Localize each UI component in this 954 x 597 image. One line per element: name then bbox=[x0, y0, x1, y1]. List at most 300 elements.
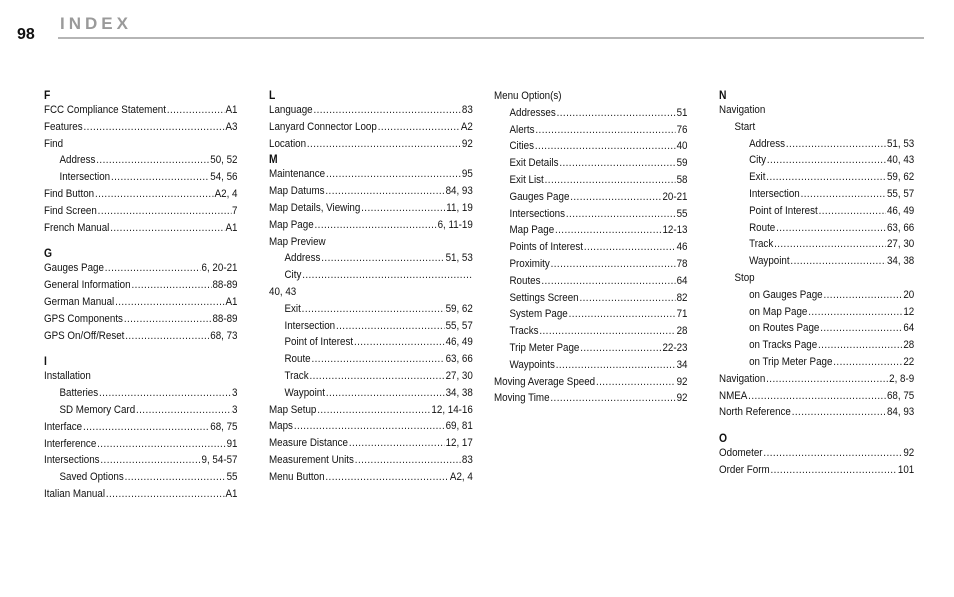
dot-leader bbox=[545, 172, 676, 189]
index-term: Address bbox=[749, 137, 786, 150]
page-reference: A2, 4 bbox=[214, 187, 238, 200]
page-reference: 101 bbox=[897, 463, 915, 476]
index-term: Address bbox=[284, 252, 321, 265]
dot-leader bbox=[766, 169, 886, 186]
heading-divider bbox=[58, 37, 924, 39]
dot-leader bbox=[808, 304, 902, 321]
index-term: Exit bbox=[749, 171, 766, 184]
index-term: General Information bbox=[44, 279, 131, 292]
index-subentry bbox=[719, 320, 914, 337]
index-column-3 bbox=[494, 88, 688, 407]
index-term: Exit bbox=[284, 302, 301, 315]
index-term: Stop bbox=[734, 271, 755, 284]
index-term: on Tracks Page bbox=[749, 339, 818, 352]
index-continuation: 40, 43 bbox=[269, 285, 297, 298]
page-reference: 9, 54-57 bbox=[201, 454, 238, 467]
page-reference: 2, 8-9 bbox=[889, 372, 915, 385]
page-reference: 63, 66 bbox=[886, 221, 915, 234]
index-entry bbox=[269, 452, 473, 469]
index-subentry bbox=[269, 351, 473, 368]
index-entry bbox=[719, 102, 914, 119]
page-reference: 58 bbox=[676, 173, 688, 186]
page-reference: 82 bbox=[676, 291, 688, 304]
index-term: Waypoint bbox=[749, 255, 790, 268]
dot-leader bbox=[125, 469, 226, 486]
index-term: Italian Manual bbox=[44, 487, 105, 500]
dot-leader bbox=[551, 256, 676, 273]
index-subentry bbox=[494, 357, 688, 374]
page-reference: 55, 57 bbox=[445, 319, 473, 332]
dot-leader bbox=[550, 390, 675, 407]
dot-leader bbox=[354, 334, 445, 351]
page-reference: 71 bbox=[676, 308, 688, 321]
index-term: System Page bbox=[509, 308, 568, 321]
dot-leader bbox=[136, 402, 231, 419]
dot-leader bbox=[786, 136, 886, 153]
index-term: Installation bbox=[44, 370, 91, 383]
index-entry bbox=[719, 371, 914, 388]
index-subentry bbox=[269, 368, 473, 385]
page-reference: A1 bbox=[225, 221, 238, 234]
page-reference: 88-89 bbox=[212, 312, 238, 325]
page-reference: 88-89 bbox=[212, 279, 238, 292]
index-entry bbox=[44, 436, 238, 453]
dot-leader bbox=[774, 236, 886, 253]
section-letter: L bbox=[269, 88, 276, 102]
index-term: GPS On/Off/Reset bbox=[44, 329, 125, 342]
index-subentry bbox=[719, 186, 914, 203]
index-subentry bbox=[494, 222, 688, 239]
page-reference: 68, 75 bbox=[210, 420, 238, 433]
index-subentry bbox=[719, 169, 914, 186]
index-term: Address bbox=[59, 154, 96, 167]
page-reference: 68, 75 bbox=[886, 389, 915, 402]
index-term: Settings Screen bbox=[509, 291, 579, 304]
dot-leader bbox=[326, 166, 461, 183]
index-term: on Map Page bbox=[749, 305, 808, 318]
index-term: Route bbox=[284, 353, 311, 366]
index-term: Language bbox=[269, 104, 313, 116]
index-column-1 bbox=[44, 88, 238, 503]
index-entry bbox=[44, 203, 238, 220]
index-term: Waypoints bbox=[509, 358, 555, 371]
index-subentry bbox=[719, 287, 914, 304]
dot-leader bbox=[98, 203, 232, 220]
index-subentry bbox=[494, 172, 688, 189]
index-entry bbox=[44, 136, 238, 153]
index-subentry bbox=[494, 290, 688, 307]
index-term: Find bbox=[44, 137, 64, 150]
dot-leader bbox=[326, 385, 445, 402]
index-term: French Manual bbox=[44, 221, 110, 234]
index-term: Tracks bbox=[509, 325, 539, 338]
index-subentry bbox=[494, 189, 688, 206]
page-reference: 55, 57 bbox=[886, 187, 915, 200]
section-letter: N bbox=[719, 88, 727, 102]
dot-leader bbox=[311, 351, 444, 368]
dot-leader bbox=[321, 250, 444, 267]
dot-leader bbox=[124, 311, 212, 328]
index-term: on Trip Meter Page bbox=[749, 355, 833, 368]
page-reference: 51, 53 bbox=[445, 252, 473, 265]
page-reference: 46 bbox=[676, 241, 688, 254]
page-reference: A1 bbox=[225, 104, 238, 116]
index-subentry bbox=[269, 250, 473, 267]
index-entry bbox=[44, 277, 238, 294]
dot-leader bbox=[818, 337, 902, 354]
index-subentry bbox=[719, 337, 914, 354]
dot-leader bbox=[315, 217, 437, 234]
index-subentry bbox=[44, 402, 238, 419]
index-term: Find Button bbox=[44, 187, 95, 200]
index-subentry bbox=[494, 206, 688, 223]
page-reference: 34, 38 bbox=[445, 386, 473, 399]
index-subentry bbox=[719, 220, 914, 237]
index-entry bbox=[44, 186, 238, 203]
index-term: Location bbox=[269, 137, 307, 150]
page-reference: 50, 52 bbox=[210, 154, 238, 167]
index-entry bbox=[269, 200, 473, 217]
dot-leader bbox=[309, 368, 444, 385]
index-term: NMEA bbox=[719, 389, 748, 402]
page-reference: A2, 4 bbox=[449, 470, 473, 483]
index-entry bbox=[44, 328, 238, 345]
page-reference: 83 bbox=[461, 104, 473, 116]
dot-leader bbox=[307, 136, 461, 153]
page-reference: 6, 11-19 bbox=[437, 218, 473, 231]
index-subentry bbox=[494, 306, 688, 323]
page-reference: 22-23 bbox=[662, 341, 688, 354]
index-entry bbox=[719, 462, 914, 479]
index-term: Intersection bbox=[284, 319, 336, 332]
page-reference: 12 bbox=[903, 305, 915, 318]
index-entry bbox=[269, 217, 473, 234]
index-term: Order Form bbox=[719, 463, 770, 476]
dot-leader bbox=[763, 445, 902, 462]
index-subentry bbox=[719, 236, 914, 253]
index-term: Addresses bbox=[509, 106, 556, 119]
index-entry bbox=[494, 374, 688, 391]
index-term: Waypoint bbox=[284, 386, 325, 399]
dot-leader bbox=[167, 102, 225, 119]
dot-leader bbox=[569, 306, 676, 323]
index-term: Features bbox=[44, 120, 83, 133]
page-reference: 46, 49 bbox=[886, 204, 915, 217]
index-subentry bbox=[44, 385, 238, 402]
page-reference: 55 bbox=[226, 471, 238, 484]
page-reference: 91 bbox=[226, 437, 238, 450]
index-subentry bbox=[494, 340, 688, 357]
dot-leader bbox=[355, 452, 461, 469]
dot-leader bbox=[313, 102, 461, 119]
dot-leader bbox=[539, 323, 675, 340]
page-reference: 64 bbox=[676, 274, 688, 287]
dot-leader bbox=[325, 183, 444, 200]
page-reference: 46, 49 bbox=[445, 336, 473, 349]
page-reference: 7 bbox=[232, 204, 238, 217]
dot-leader bbox=[566, 206, 676, 223]
dot-leader bbox=[556, 357, 676, 374]
index-term: Map Page bbox=[509, 224, 555, 237]
page-reference: 22 bbox=[903, 355, 915, 368]
page-reference: 68, 73 bbox=[210, 329, 238, 342]
index-subentry bbox=[494, 273, 688, 290]
dot-leader bbox=[790, 253, 886, 270]
index-term: Trip Meter Page bbox=[509, 341, 580, 354]
index-term: Intersections bbox=[44, 454, 100, 467]
index-term: City bbox=[749, 154, 766, 167]
index-entry bbox=[719, 404, 914, 421]
section-letter: O bbox=[719, 431, 728, 446]
page-reference: 92 bbox=[676, 392, 688, 405]
index-term: Navigation bbox=[719, 104, 766, 116]
page-title: INDEX bbox=[60, 14, 132, 33]
index-term: German Manual bbox=[44, 295, 115, 308]
index-subentry bbox=[719, 203, 914, 220]
dot-leader bbox=[100, 452, 200, 469]
page-reference: 76 bbox=[676, 123, 688, 136]
index-entry bbox=[269, 402, 473, 419]
index-term: Menu Option(s) bbox=[494, 90, 562, 102]
dot-leader bbox=[823, 287, 902, 304]
dot-leader bbox=[535, 122, 675, 139]
page-reference: 84, 93 bbox=[886, 406, 915, 419]
page-number: 98 bbox=[17, 26, 35, 43]
index-term: Interface bbox=[44, 420, 83, 433]
page-reference: 3 bbox=[232, 403, 238, 416]
dot-leader bbox=[83, 419, 209, 436]
index-subentry bbox=[494, 256, 688, 273]
index-term: GPS Components bbox=[44, 312, 123, 325]
dot-leader bbox=[820, 320, 902, 337]
index-term: Exit Details bbox=[509, 157, 559, 170]
index-entry bbox=[269, 469, 473, 486]
index-entry bbox=[269, 102, 473, 119]
dot-leader bbox=[115, 294, 225, 311]
index-subentry bbox=[719, 152, 914, 169]
index-subentry bbox=[269, 334, 473, 351]
dot-leader bbox=[110, 220, 224, 237]
page-reference: 59, 62 bbox=[886, 171, 915, 184]
index-entry bbox=[494, 390, 688, 407]
index-term: Point of Interest bbox=[749, 204, 818, 217]
page-reference: 84, 93 bbox=[445, 185, 473, 198]
index-term: Find Screen bbox=[44, 204, 97, 217]
page-reference: 95 bbox=[461, 168, 473, 181]
page-reference: 28 bbox=[676, 325, 688, 338]
index-entry bbox=[44, 486, 238, 503]
dot-leader bbox=[99, 385, 231, 402]
index-term: Points of Interest bbox=[509, 241, 583, 254]
page-reference: 11, 19 bbox=[446, 201, 473, 214]
index-subentry bbox=[719, 136, 914, 153]
dot-leader bbox=[596, 374, 676, 391]
index-subentry bbox=[719, 270, 914, 287]
dot-leader bbox=[580, 340, 661, 357]
dot-leader bbox=[96, 152, 209, 169]
page-reference: 92 bbox=[903, 447, 915, 460]
page-reference: 64 bbox=[903, 322, 915, 335]
dot-leader bbox=[349, 435, 445, 452]
page-reference: 55 bbox=[676, 207, 688, 220]
page-reference: 20-21 bbox=[662, 190, 688, 203]
index-subentry bbox=[719, 304, 914, 321]
dot-leader bbox=[559, 155, 675, 172]
page-reference: 12, 17 bbox=[445, 437, 473, 450]
page-reference: 20 bbox=[903, 288, 915, 301]
dot-leader bbox=[776, 220, 886, 237]
index-term: Map Page bbox=[269, 218, 314, 231]
index-term: SD Memory Card bbox=[59, 403, 136, 416]
dot-leader bbox=[294, 418, 445, 435]
index-subentry bbox=[44, 169, 238, 186]
index-term: Point of Interest bbox=[284, 336, 354, 349]
index-subentry bbox=[494, 122, 688, 139]
index-term: Measurement Units bbox=[269, 453, 354, 466]
index-term: City bbox=[284, 269, 302, 282]
dot-leader bbox=[97, 436, 226, 453]
page-reference: A1 bbox=[225, 295, 238, 308]
index-term: Exit List bbox=[509, 173, 544, 186]
index-entry bbox=[44, 311, 238, 328]
page-reference: 27, 30 bbox=[445, 369, 473, 382]
dot-leader bbox=[767, 152, 886, 169]
dot-leader bbox=[325, 469, 449, 486]
section-letter: M bbox=[269, 152, 278, 167]
page-reference: 28 bbox=[903, 339, 915, 352]
dot-leader bbox=[125, 328, 209, 345]
index-entry bbox=[44, 452, 238, 469]
index-term: Map Details, Viewing bbox=[269, 201, 361, 214]
page-reference: 40 bbox=[676, 140, 688, 153]
index-subentry bbox=[269, 301, 473, 318]
index-term: Maps bbox=[269, 420, 293, 433]
index-term: Proximity bbox=[509, 257, 550, 270]
index-column-2 bbox=[269, 88, 473, 486]
index-subentry bbox=[494, 239, 688, 256]
page-reference: 12, 14-16 bbox=[431, 403, 473, 416]
index-term: Intersection bbox=[59, 171, 111, 184]
index-entry bbox=[719, 445, 914, 462]
index-subentry bbox=[494, 138, 688, 155]
dot-leader bbox=[535, 138, 676, 155]
page-reference: 78 bbox=[676, 257, 688, 270]
index-term: Map Setup bbox=[269, 403, 317, 416]
page-reference: 92 bbox=[676, 375, 688, 388]
index-term: Route bbox=[749, 221, 776, 234]
page-reference: 69, 81 bbox=[445, 420, 473, 433]
dot-leader bbox=[361, 200, 445, 217]
index-subentry bbox=[494, 105, 688, 122]
index-subentry bbox=[44, 469, 238, 486]
dot-leader bbox=[584, 239, 676, 256]
section-letter: F bbox=[44, 88, 51, 102]
section-letter: G bbox=[44, 246, 53, 261]
index-term: Odometer bbox=[719, 447, 763, 460]
index-subentry bbox=[719, 253, 914, 270]
index-entry bbox=[44, 419, 238, 436]
index-term: Maintenance bbox=[269, 168, 326, 181]
index-entry bbox=[269, 166, 473, 183]
index-subentry bbox=[269, 267, 473, 284]
page-reference: 63, 66 bbox=[445, 353, 473, 366]
index-subentry bbox=[269, 318, 473, 335]
index-subentry bbox=[494, 323, 688, 340]
page-reference: 3 bbox=[232, 387, 238, 400]
index-term: North Reference bbox=[719, 406, 791, 419]
index-entry bbox=[44, 102, 238, 119]
dot-leader bbox=[111, 169, 209, 186]
dot-leader bbox=[770, 462, 897, 479]
dot-leader bbox=[378, 119, 460, 136]
page-reference: 54, 56 bbox=[210, 171, 238, 184]
dot-leader bbox=[801, 186, 887, 203]
index-term: Routes bbox=[509, 274, 541, 287]
dot-leader bbox=[84, 119, 225, 136]
index-entry bbox=[269, 183, 473, 200]
page-reference: 59 bbox=[676, 157, 688, 170]
dot-leader bbox=[541, 273, 675, 290]
index-entry bbox=[44, 294, 238, 311]
index-term: Map Preview bbox=[269, 235, 326, 248]
index-term: Start bbox=[734, 120, 756, 133]
index-term: Moving Average Speed bbox=[494, 375, 596, 388]
dot-leader bbox=[317, 402, 430, 419]
section-letter: I bbox=[44, 354, 47, 369]
page-reference: 6, 20-21 bbox=[201, 262, 238, 275]
page-reference: 40, 43 bbox=[886, 154, 915, 167]
page-reference: 51 bbox=[676, 106, 688, 119]
index-subentry bbox=[44, 152, 238, 169]
index-term: Map Datums bbox=[269, 185, 325, 198]
page-reference: 51, 53 bbox=[886, 137, 915, 150]
index-entry bbox=[269, 234, 473, 251]
index-entry bbox=[44, 260, 238, 277]
index-term: Menu Button bbox=[269, 470, 325, 483]
page-reference: 27, 30 bbox=[886, 238, 915, 251]
dot-leader bbox=[792, 404, 886, 421]
index-column-4 bbox=[719, 88, 914, 479]
index-subentry bbox=[719, 354, 914, 371]
index-entry bbox=[269, 136, 473, 153]
dot-leader bbox=[570, 189, 661, 206]
dot-leader bbox=[766, 371, 888, 388]
index-entry bbox=[269, 435, 473, 452]
index-entry bbox=[44, 220, 238, 237]
dot-leader bbox=[105, 260, 201, 277]
dot-leader bbox=[557, 105, 676, 122]
index-term: Track bbox=[284, 369, 309, 382]
dot-leader bbox=[833, 354, 902, 371]
dot-leader bbox=[302, 301, 445, 318]
index-term: Intersections bbox=[509, 207, 566, 220]
index-term: Gauges Page bbox=[44, 262, 104, 275]
page-reference: 83 bbox=[461, 453, 473, 466]
dot-leader bbox=[819, 203, 887, 220]
dot-leader bbox=[555, 222, 662, 239]
page-reference: 34 bbox=[676, 358, 688, 371]
dot-leader bbox=[131, 277, 211, 294]
index-entry bbox=[269, 119, 473, 136]
page-reference: A1 bbox=[225, 487, 238, 500]
dot-leader bbox=[302, 267, 472, 284]
page-reference: 34, 38 bbox=[886, 255, 915, 268]
index-term: on Gauges Page bbox=[749, 288, 823, 301]
index-term: Measure Distance bbox=[269, 437, 348, 450]
index-entry bbox=[269, 418, 473, 435]
page-reference: 92 bbox=[461, 137, 473, 150]
page-reference: 12-13 bbox=[662, 224, 688, 237]
